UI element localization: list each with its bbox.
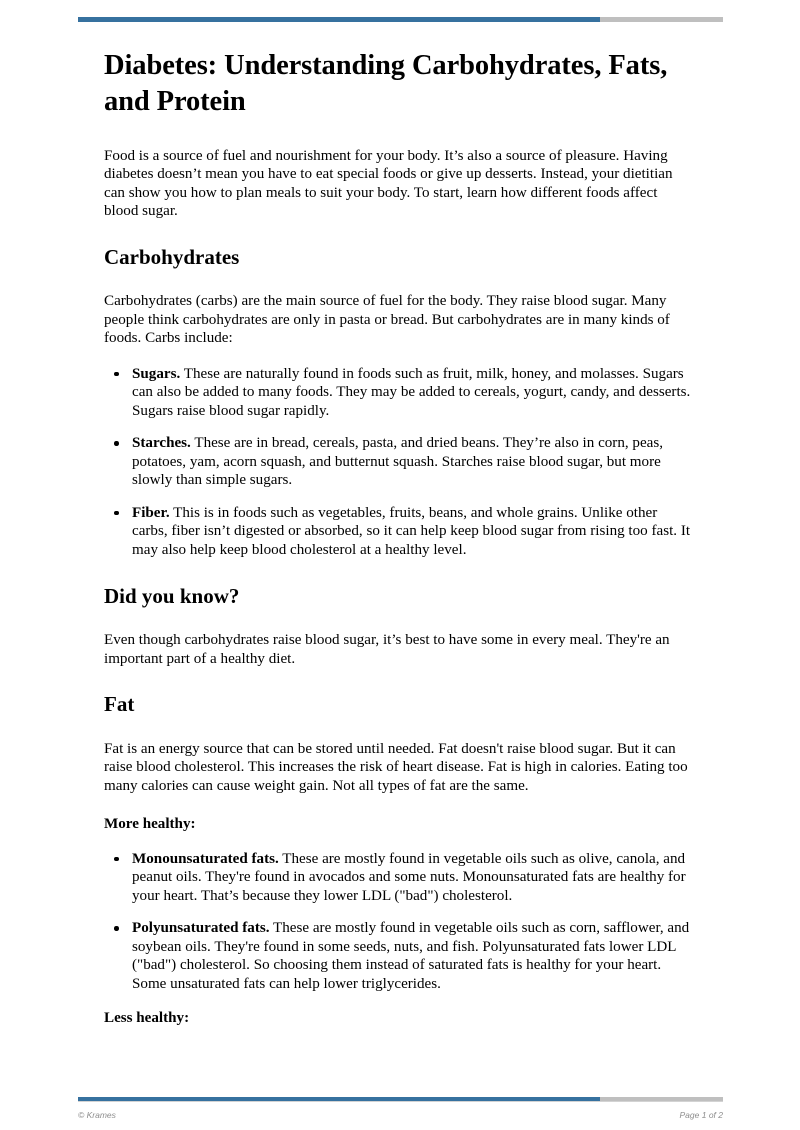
list-item [104,850,692,906]
list-item-text: These are in bread, cereals, pasta, and dried beans. They’re also in corn, peas, potatoes, yam, acorn squash, and butternut squash. Starches raise blood sugar, but more slowly than simple sugars. [132,435,664,489]
list-item-term: Monounsaturated fats. [132,850,279,867]
spacer [104,121,692,147]
page-footer [78,1101,723,1123]
bullet-dot-icon [114,372,119,377]
spacer [104,609,692,631]
carbohydrates-body: Carbohydrates (carbs) are the main source of fuel for the body. They raise blood sugar. Many people think carbohydrates are only in pasta or bread. But carbohydrates are in many kinds of foods. Carbs include: [104,293,670,347]
spacer [104,348,692,365]
did-you-know-body: Even though carbohydrates raise blood sugar, it’s best to have some in every meal. They're an important part of a healthy diet. [104,632,670,667]
spacer [104,993,692,1009]
spacer [104,221,692,245]
header-rule [78,17,723,22]
footer-page-number: Page 1 of 2 [679,1109,723,1120]
document-content [104,48,692,1028]
list-item-term: Polyunsaturated fats. [132,920,270,936]
list-item-text: These are mostly found in vegetable oils such as olive, canola, and peanut oils. They're found in avocados and some nuts. Monounsaturated fats are healthy for your heart. That’s because they lower LDL ("bad") cholesterol. [132,850,686,904]
more-healthy-label: More healthy: [104,816,196,832]
list-item-text: These are mostly found in vegetable oils such as corn, safflower, and soybean oils. They're found in some seeds, nuts, and fish. Polyunsaturated fats lower LDL ("bad") cholesterol. So choosing them instead of saturated fats is healthy for your heart. Some unsaturated fats can help lower triglycerides. [132,920,690,992]
list-item-term: Sugars. [132,365,181,382]
fat-body: Fat is an energy source that can be stored until needed. Fat doesn't raise blood sugar. But it can raise blood cholesterol. This increases the risk of heart disease. Fat is high in calories. Eating too many calories can cause weight gain. Not all types of fat are the same. [104,740,688,794]
list-item-text: This is in foods such as vegetables, fruits, beans, and whole grains. Unlike other carbs, fiber isn’t digested or absorbed, so it can help keep blood sugar from rising too fast. It may also help keep blood cholesterol at a healthy level. [132,504,691,558]
bullet-dot-icon [114,926,119,931]
header-rule-blue-segment [78,17,600,22]
spacer [104,795,692,815]
spacer [104,270,692,292]
list-item-term: Fiber. [132,504,170,521]
list-item-term: Starches. [132,435,191,452]
bullet-dot-icon [114,857,119,862]
list-item [104,504,692,560]
spacer [104,718,692,740]
less-healthy-label: Less healthy: [104,1010,190,1026]
footer-copyright: © Krames [78,1109,116,1120]
carbohydrates-bullet-list [104,365,692,560]
spacer [104,834,692,850]
list-item [104,434,692,490]
section-heading-did-you-know: Did you know? [104,584,240,609]
intro-paragraph: Food is a source of fuel and nourishment for your body. It’s also a source of pleasure. Having diabetes doesn’t mean you have to eat special foods or give up desserts. Instead, your dietitian can show you how to plan meals to suit your body. To start, learn how different foods affect blood sugar. [104,147,673,220]
bullet-dot-icon [114,511,119,516]
list-item [104,365,692,421]
section-heading-carbohydrates: Carbohydrates [104,244,240,269]
bullet-dot-icon [114,441,119,446]
page-title: Diabetes: Understanding Carbohydrates, Fats, and Protein [104,50,668,118]
header-rule-gray-segment [600,17,723,22]
fat-more-healthy-bullet-list [104,850,692,994]
section-heading-fat: Fat [104,692,135,717]
spacer [104,668,692,692]
spacer [104,559,692,584]
list-item [104,919,692,993]
list-item-text: These are naturally found in foods such as fruit, milk, honey, and molasses. Sugars can also be added to many foods. They may be added to cereals, yogurt, candy, and desserts. Sugars raise blood sugar rapidly. [132,365,691,419]
